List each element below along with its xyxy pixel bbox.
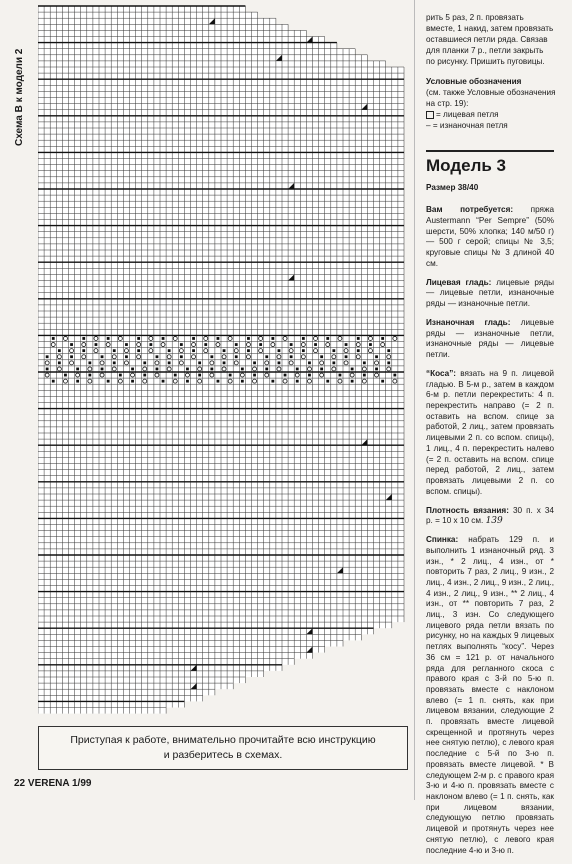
purl-symbol — [375, 368, 378, 371]
purl-symbol — [82, 349, 85, 352]
chart-row — [38, 689, 215, 695]
purl-symbol — [125, 355, 128, 358]
purl-symbol — [131, 380, 134, 383]
chart-row — [38, 61, 386, 67]
purl-symbol — [156, 355, 159, 358]
handwritten-note: 139 — [485, 516, 503, 527]
purl-symbol — [88, 361, 91, 364]
purl-symbol — [351, 380, 354, 383]
purl-symbol — [143, 374, 146, 377]
legend-ref: (см. также Условные обозначения на стр. 19): — [426, 88, 556, 108]
purl-symbol — [82, 337, 85, 340]
legend-item-purl: – = изнаночная петля — [426, 121, 508, 130]
section-separator — [426, 150, 554, 152]
purl-symbol — [381, 380, 384, 383]
legend-title: Условные обозначения — [426, 77, 522, 86]
purl-symbol — [168, 349, 171, 352]
purl-symbol — [387, 361, 390, 364]
purl-symbol — [345, 343, 348, 346]
materials-paragraph: Вам потребуется: пряжа Austermann “Per Sempre” (50% шерсти, 50% хлопка; 140 м/50 г) — 500 г серой; спицы № 3,5; круговые спицы № 3 длиной 40 см. — [426, 205, 554, 268]
purl-symbol — [192, 349, 195, 352]
purl-symbol — [107, 380, 110, 383]
purl-symbol — [143, 361, 146, 364]
purl-symbol — [393, 374, 396, 377]
purl-symbol — [156, 368, 159, 371]
purl-symbol — [76, 380, 79, 383]
purl-symbol — [192, 337, 195, 340]
grid-lines — [38, 6, 404, 714]
chart-row — [38, 43, 337, 49]
continued-text: рить 5 раз, 2 п. провязать вместе, 1 накид, затем провязать оставшиеся петли ряда. Связав для планки 7 р., петли закрыть по рисунку. Пришить пуговицы. — [426, 13, 554, 66]
purl-symbol — [296, 368, 299, 371]
instruction-notice — [38, 726, 408, 770]
purl-symbol — [174, 374, 177, 377]
purl-symbol — [326, 337, 329, 340]
chart-row — [38, 628, 374, 634]
purl-symbol — [168, 361, 171, 364]
purl-symbol — [320, 368, 323, 371]
instructions-body — [426, 197, 554, 864]
purl-symbol — [88, 374, 91, 377]
purl-symbol — [113, 361, 116, 364]
purl-symbol — [235, 355, 238, 358]
purl-symbol — [332, 349, 335, 352]
purl-symbol — [363, 374, 366, 377]
purl-symbol — [375, 355, 378, 358]
chart-row — [38, 634, 361, 640]
purl-symbol — [101, 368, 104, 371]
purl-symbol — [76, 368, 79, 371]
purl-symbol — [137, 337, 140, 340]
purl-symbol — [162, 337, 165, 340]
purl-symbol — [381, 337, 384, 340]
purl-symbol — [95, 343, 98, 346]
purl-symbol — [345, 355, 348, 358]
purl-symbol — [290, 343, 293, 346]
purl-symbol — [351, 368, 354, 371]
purl-symbol — [265, 355, 268, 358]
column-divider — [414, 0, 415, 800]
purl-symbol — [204, 343, 207, 346]
chart-row — [38, 18, 276, 24]
purl-symbol — [131, 368, 134, 371]
purl-symbol — [64, 374, 67, 377]
purl-symbol — [46, 368, 49, 371]
purl-symbol — [210, 368, 213, 371]
purl-symbol — [217, 337, 220, 340]
purl-symbol — [52, 337, 55, 340]
purl-symbol — [46, 355, 49, 358]
purl-symbol — [107, 337, 110, 340]
purl-symbol — [101, 355, 104, 358]
purl-symbol — [210, 355, 213, 358]
size-label: Размер 38/40 — [426, 183, 479, 192]
purl-symbol — [357, 349, 360, 352]
purl-symbol — [113, 349, 116, 352]
purl-symbol — [125, 343, 128, 346]
purl-symbol — [271, 337, 274, 340]
purl-symbol — [180, 343, 183, 346]
purl-symbol — [52, 380, 55, 383]
purl-symbol — [357, 337, 360, 340]
notice-line-2: и разберитесь в схемах. — [163, 749, 283, 761]
chart-row — [38, 708, 166, 714]
purl-symbol — [265, 368, 268, 371]
purl-symbol — [253, 361, 256, 364]
purl-symbol — [119, 374, 122, 377]
purl-symbol — [259, 343, 262, 346]
purl-symbol — [363, 361, 366, 364]
back-paragraph: Спинка: набрать 129 п. и выполнить 1 изнаночный ряд. 3 изн., * 2 лиц., 4 изн., от * повторить 7 раз, 2 лиц., 9 изн., 2 лиц., 4 изн., 2 лиц., 9 изн., 2 лиц., 4 изн., 2 лиц., 9 изн., ** 2 лиц., 4 изн., от ** повторить 7 раз, 2 лиц., 3 изн. Со следующего лицевого ряда петли вязать по рисунку, но на каждых 9 лицевых петлях выполнять “косу”. Через 36 см = 121 р. от начального ряда для регланного скоса с правого края с 3-й по 5-ю п. провязать вместе с наклоном влево (= 1 п. снять, как при лицевом вязании, следующие 2 п. провязать вместе лицевой скрещенной и протянуть через нее снятую петлю), с левого края последние с 5-й по 3-ю п. провязать вместе лицевой. * В следующем 2-м р. с правого края 3-ю и 4-ю п. провязать вместе с наклоном влево (= 1 п. снять, как при лицевом вязании, следующую петлю провязать лицевой и протянуть через нее снятую петлю), с левого края последние 4-ю и 3-ю п. — [426, 535, 554, 855]
purl-symbol — [320, 355, 323, 358]
purl-symbol — [149, 343, 152, 346]
purl-symbol — [247, 337, 250, 340]
purl-symbol — [290, 355, 293, 358]
purl-symbol — [235, 343, 238, 346]
gauge-paragraph: Плотность вязания: 30 п. x 34 р. = 10 x 10 см. 139 — [426, 505, 554, 527]
purl-symbol — [247, 349, 250, 352]
purl-symbol — [253, 374, 256, 377]
purl-symbol — [137, 349, 140, 352]
chart-row — [38, 647, 325, 653]
page-footer: 22 VERENA 1/99 — [14, 778, 92, 789]
purl-symbol — [70, 343, 73, 346]
purl-symbol — [271, 380, 274, 383]
purl-symbol — [162, 380, 165, 383]
knitting-chart — [38, 0, 410, 720]
reverse-stockinette-paragraph: Изнаночная гладь: лицевые ряды — изнаночные петли, изнаночные ряды — лицевые петли. — [426, 317, 554, 359]
purl-symbol — [308, 361, 311, 364]
knitting-chart-grid — [38, 0, 410, 720]
purl-symbol — [58, 349, 61, 352]
purl-symbol — [186, 368, 189, 371]
purl-symbol — [369, 343, 372, 346]
purl-symbol — [278, 361, 281, 364]
purl-symbol — [302, 349, 305, 352]
purl-symbol — [296, 380, 299, 383]
purl-symbol — [58, 361, 61, 364]
chart-row — [38, 671, 264, 677]
chart-row — [38, 653, 313, 659]
chart-row — [38, 37, 325, 43]
chart-row — [38, 24, 288, 30]
legend — [426, 76, 556, 131]
purl-symbol — [241, 380, 244, 383]
purl-symbol — [186, 380, 189, 383]
purl-symbol — [339, 374, 342, 377]
purl-symbol — [229, 374, 232, 377]
purl-symbol — [198, 361, 201, 364]
purl-symbol — [278, 349, 281, 352]
purl-symbol — [332, 361, 335, 364]
chart-vertical-title: Схема В к модели 2 — [14, 48, 25, 146]
purl-symbol — [308, 374, 311, 377]
stockinette-paragraph: Лицевая гладь: лицевые ряды — лицевые петли, изнаночные ряды — изнаночные петли. — [426, 277, 554, 308]
model-title: Модель 3 — [426, 156, 506, 175]
purl-symbol — [314, 343, 317, 346]
purl-symbol — [302, 337, 305, 340]
chart-row — [38, 695, 203, 701]
purl-symbol — [223, 349, 226, 352]
knit-square-icon — [426, 111, 434, 119]
purl-symbol — [326, 380, 329, 383]
purl-symbol — [284, 374, 287, 377]
purl-symbol — [70, 355, 73, 358]
purl-symbol — [198, 374, 201, 377]
purl-symbol — [217, 380, 220, 383]
cable-paragraph: “Коса”: вязать на 9 п. лицевой гладью. В 5-м р., затем в каждом 6-м р. петли перекрестить: 4 п. перекрестить направо (= 2 п. оставить на вспом. спице за работой, 2 лиц., затем провязать лицевыми 2 п. со вспом. спицы), 1 лиц., 4 п. перекрестить налево (= 2 п. оставить на вспом. спице перед работой, 2 лиц., затем провязать лицевыми 2 п. со вспом. спицы). — [426, 368, 554, 496]
purl-symbol — [387, 349, 390, 352]
legend-item-knit: = лицевая петля — [426, 109, 556, 120]
purl-symbol — [241, 368, 244, 371]
notice-line-1: Приступая к работе, внимательно прочитайте всю инструкцию — [70, 734, 376, 746]
purl-symbol — [180, 355, 183, 358]
purl-symbol — [223, 361, 226, 364]
